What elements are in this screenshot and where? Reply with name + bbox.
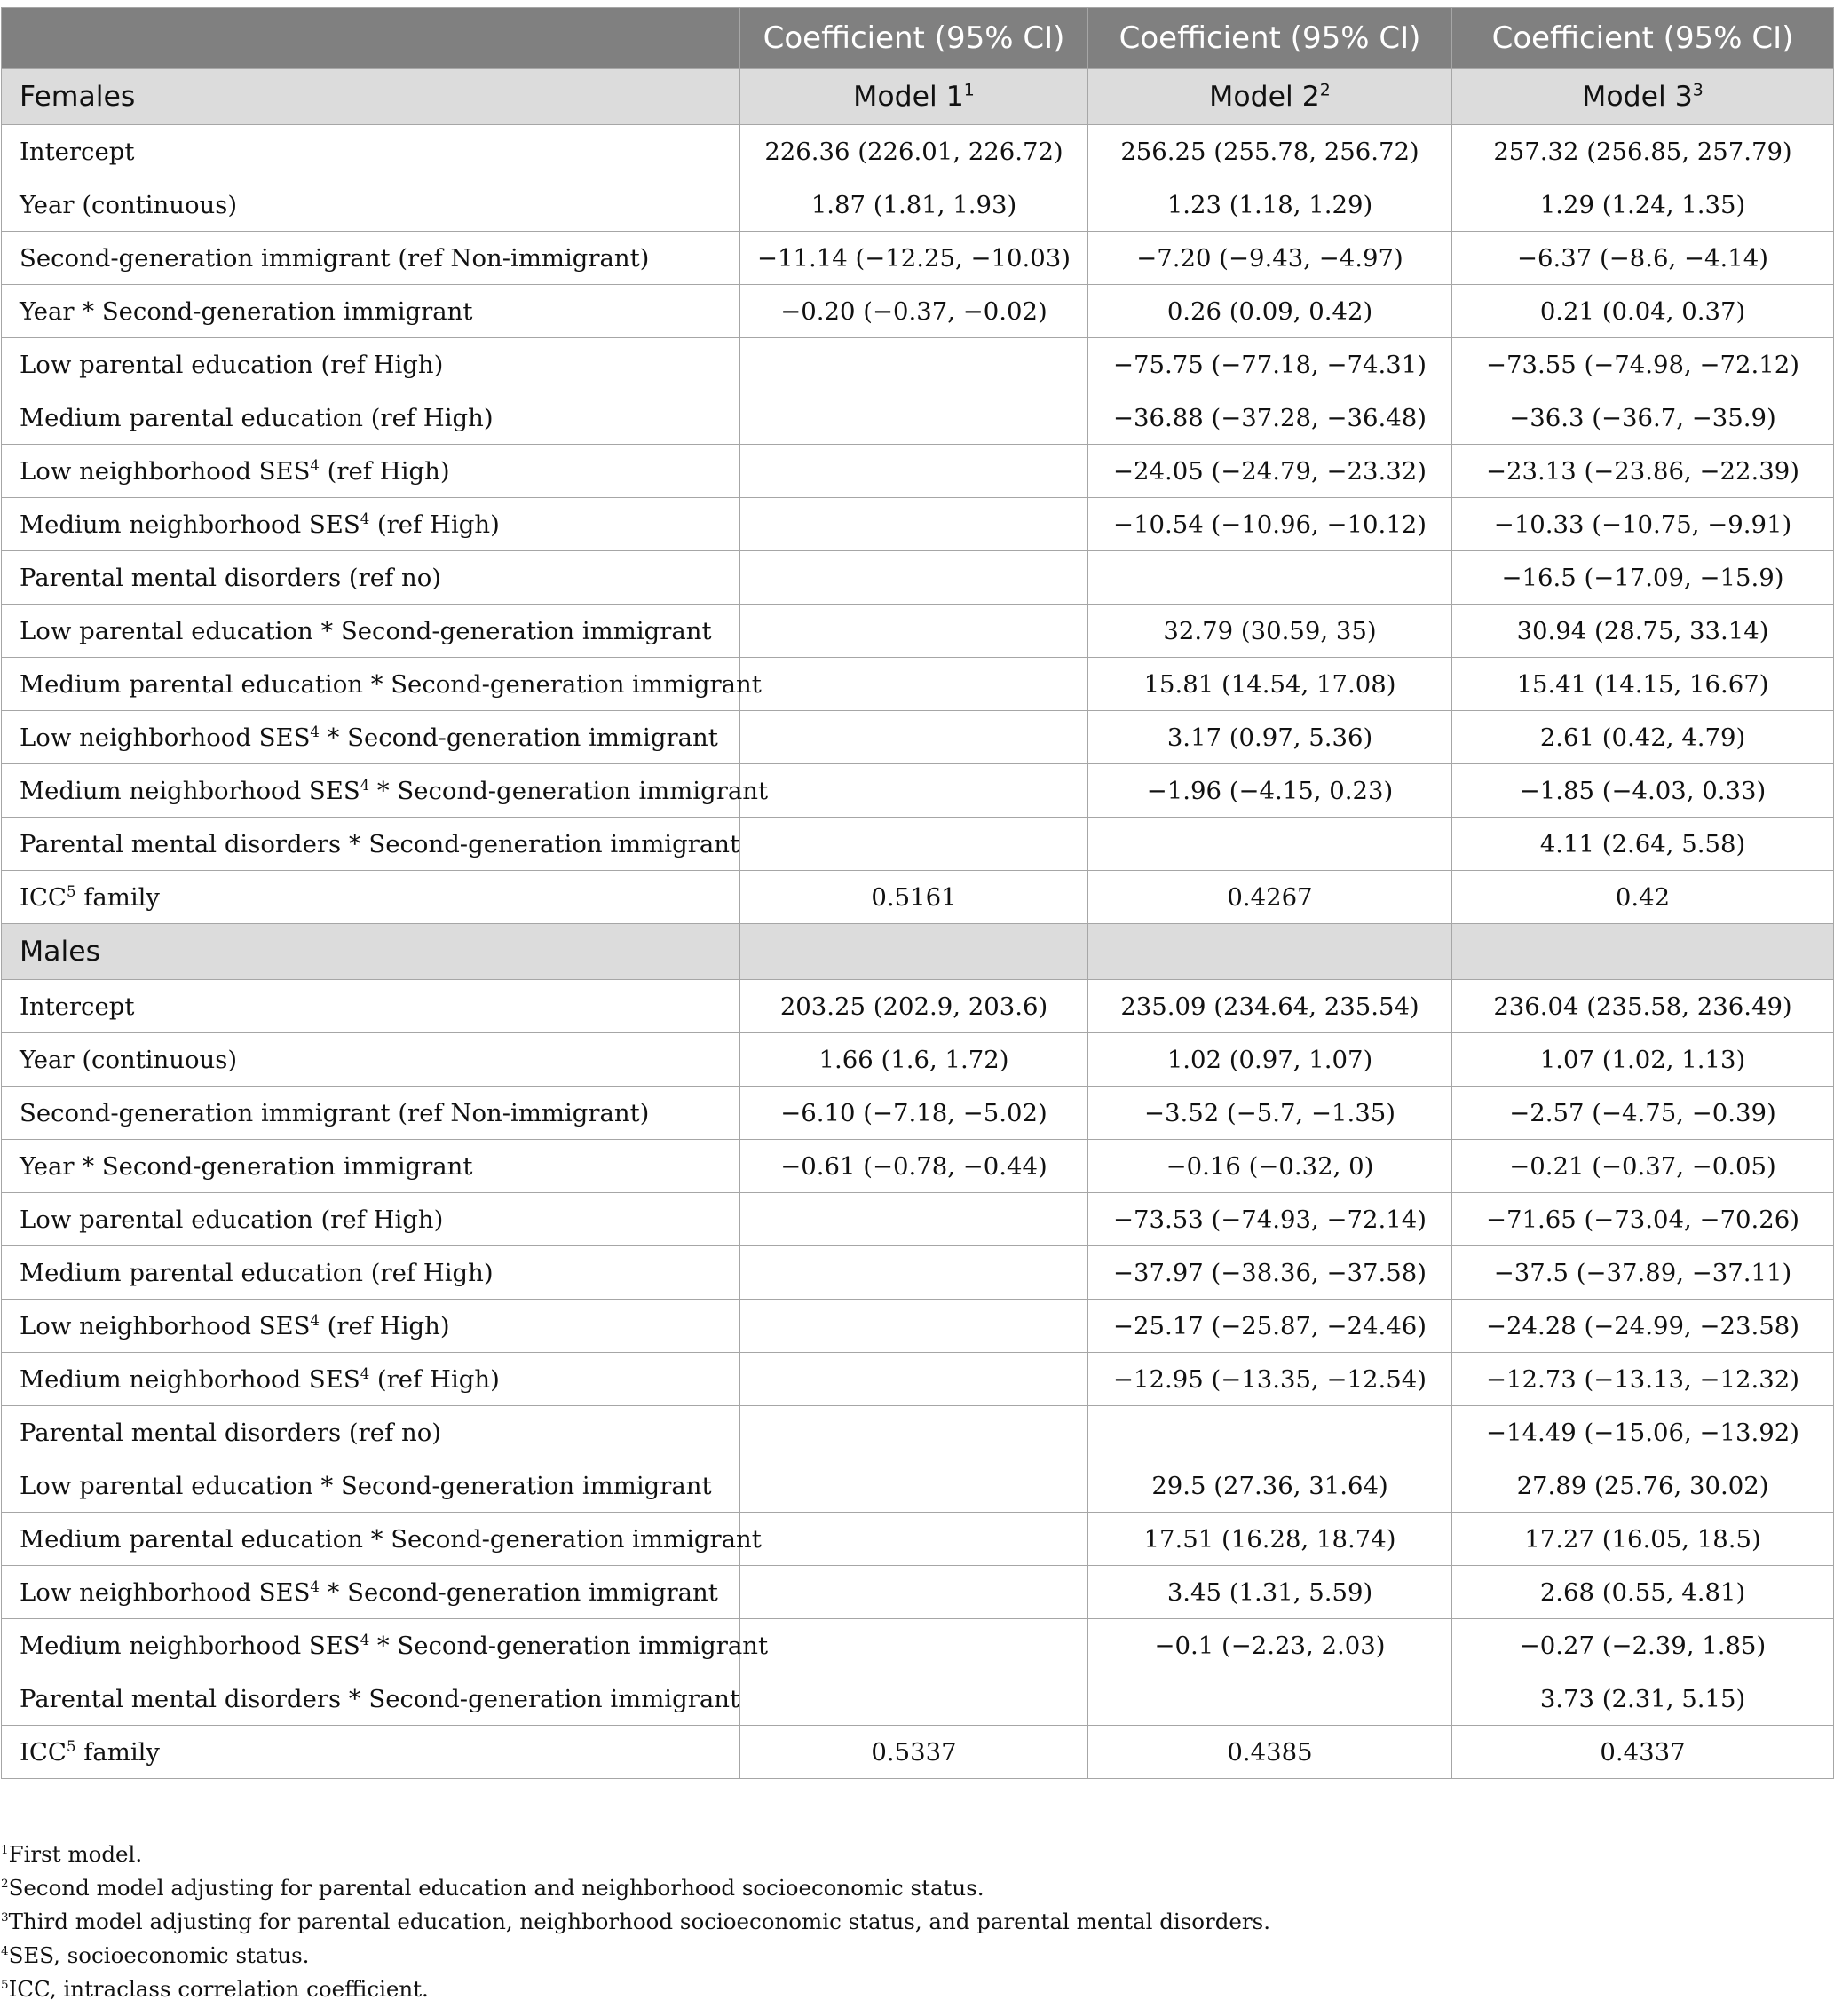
coef-cell-model2: 0.4385 bbox=[1088, 1726, 1452, 1779]
row-label: Medium parental education (ref High) bbox=[2, 1246, 740, 1300]
coef-cell-model1: 0.5161 bbox=[740, 871, 1088, 924]
table-row bbox=[2, 445, 1834, 498]
coef-cell-model2: 0.26 (0.09, 0.42) bbox=[1088, 285, 1452, 338]
table-row bbox=[2, 658, 1834, 711]
footnote-mark: 4 bbox=[360, 1364, 370, 1382]
row-label bbox=[2, 1619, 769, 1672]
coef-cell-model1: 1.87 (1.81, 1.93) bbox=[740, 178, 1088, 232]
coef-cell-model3: 2.61 (0.42, 4.79) bbox=[1452, 711, 1834, 764]
footnote-mark: 4 bbox=[360, 1631, 370, 1648]
footnote-text: Second model adjusting for parental education and neighborhood socioeconomic status. bbox=[8, 1875, 984, 1901]
footnote bbox=[1, 1838, 1270, 1871]
coef-cell-model1 bbox=[740, 498, 1088, 551]
model3-heading bbox=[1452, 69, 1834, 125]
coef-cell-model2: 3.45 (1.31, 5.59) bbox=[1088, 1566, 1452, 1619]
coef-cell-model1 bbox=[740, 391, 1088, 445]
row-label-text: Low neighborhood SES bbox=[20, 456, 311, 486]
table-row bbox=[2, 125, 1834, 178]
coef-cell-model3: −14.49 (−15.06, −13.92) bbox=[1452, 1406, 1834, 1459]
row-label: Year (continuous) bbox=[2, 178, 740, 232]
header-empty-cell bbox=[2, 8, 740, 69]
model1-heading bbox=[740, 69, 1088, 125]
coef-cell-model3: −12.73 (−13.13, −12.32) bbox=[1452, 1353, 1834, 1406]
row-label-text: Medium neighborhood SES bbox=[20, 1364, 360, 1394]
coef-cell-model1 bbox=[740, 658, 1088, 711]
table-row bbox=[2, 232, 1834, 285]
row-label bbox=[2, 764, 769, 818]
row-label-text: Low neighborhood SES bbox=[20, 723, 311, 752]
row-label-suffix: family bbox=[75, 1737, 160, 1767]
model2-heading bbox=[1088, 69, 1452, 125]
footnote bbox=[1, 1939, 1270, 1973]
row-label-suffix: (ref High) bbox=[319, 1311, 450, 1340]
table-row bbox=[2, 178, 1834, 232]
section-blank-cell bbox=[1452, 924, 1834, 980]
row-label bbox=[2, 711, 740, 764]
row-label bbox=[2, 871, 740, 924]
footnote-mark: 2 bbox=[1, 1876, 9, 1891]
row-label bbox=[2, 1566, 740, 1619]
coef-cell-model3: −10.33 (−10.75, −9.91) bbox=[1452, 498, 1834, 551]
coef-cell-model1 bbox=[740, 338, 1088, 391]
footnote-text: Third model adjusting for parental education, neighborhood socioeconomic status, and parental mental disorders. bbox=[8, 1909, 1271, 1934]
table-row bbox=[2, 871, 1834, 924]
table-row bbox=[2, 1619, 1834, 1672]
coef-cell-model2: −0.16 (−0.32, 0) bbox=[1088, 1140, 1452, 1193]
footnote-mark: 3 bbox=[1, 1909, 9, 1925]
table-row bbox=[2, 1459, 1834, 1513]
footnote-text: ICC, intraclass correlation coefficient. bbox=[8, 1976, 429, 2002]
row-label-suffix: (ref High) bbox=[369, 510, 500, 539]
row-label: Low parental education * Second-generation immigrant bbox=[2, 1459, 740, 1513]
row-label: Medium parental education * Second-generation immigrant bbox=[2, 658, 740, 711]
row-label bbox=[2, 1353, 740, 1406]
coef-cell-model2: 32.79 (30.59, 35) bbox=[1088, 605, 1452, 658]
table-row bbox=[2, 1193, 1834, 1246]
coef-cell-model2: 1.23 (1.18, 1.29) bbox=[1088, 178, 1452, 232]
row-label-text: ICC bbox=[20, 882, 67, 912]
row-label bbox=[2, 1726, 740, 1779]
coef-cell-model3: 0.4337 bbox=[1452, 1726, 1834, 1779]
coef-cell-model3: −1.85 (−4.03, 0.33) bbox=[1452, 764, 1834, 818]
coef-cell-model3: −71.65 (−73.04, −70.26) bbox=[1452, 1193, 1834, 1246]
coef-cell-model1: −6.10 (−7.18, −5.02) bbox=[740, 1087, 1088, 1140]
coef-cell-model1 bbox=[740, 1619, 1088, 1672]
model1-footnote-mark: 1 bbox=[963, 80, 975, 100]
coef-cell-model2 bbox=[1088, 1406, 1452, 1459]
table-row bbox=[2, 1033, 1834, 1087]
table-row bbox=[2, 391, 1834, 445]
footnote bbox=[1, 1973, 1270, 2006]
row-label: Medium parental education (ref High) bbox=[2, 391, 740, 445]
coef-cell-model3: −0.27 (−2.39, 1.85) bbox=[1452, 1619, 1834, 1672]
coef-cell-model3: 257.32 (256.85, 257.79) bbox=[1452, 125, 1834, 178]
coef-cell-model1 bbox=[740, 1353, 1088, 1406]
row-label-suffix: * Second-generation immigrant bbox=[369, 776, 769, 805]
header-coef-model1: Coefficient (95% CI) bbox=[740, 8, 1088, 69]
coef-cell-model2: 256.25 (255.78, 256.72) bbox=[1088, 125, 1452, 178]
footnote bbox=[1, 1905, 1270, 1939]
coef-cell-model1: 226.36 (226.01, 226.72) bbox=[740, 125, 1088, 178]
coef-cell-model3: 0.21 (0.04, 0.37) bbox=[1452, 285, 1834, 338]
coef-cell-model1 bbox=[740, 605, 1088, 658]
coef-cell-model3: 0.42 bbox=[1452, 871, 1834, 924]
coef-cell-model1 bbox=[740, 818, 1088, 871]
coef-cell-model1 bbox=[740, 1406, 1088, 1459]
coef-cell-model2: −12.95 (−13.35, −12.54) bbox=[1088, 1353, 1452, 1406]
coef-cell-model2: −24.05 (−24.79, −23.32) bbox=[1088, 445, 1452, 498]
coef-cell-model1 bbox=[740, 1459, 1088, 1513]
row-label-text: Medium neighborhood SES bbox=[20, 776, 360, 805]
coef-cell-model3: −2.57 (−4.75, −0.39) bbox=[1452, 1087, 1834, 1140]
table-row bbox=[2, 1513, 1834, 1566]
coef-cell-model2: −3.52 (−5.7, −1.35) bbox=[1088, 1087, 1452, 1140]
coef-cell-model2: −37.97 (−38.36, −37.58) bbox=[1088, 1246, 1452, 1300]
row-label: Year * Second-generation immigrant bbox=[2, 1140, 740, 1193]
footnote-mark: 4 bbox=[360, 510, 370, 527]
table-row bbox=[2, 711, 1834, 764]
coef-cell-model1: 203.25 (202.9, 203.6) bbox=[740, 980, 1088, 1033]
coef-cell-model2 bbox=[1088, 551, 1452, 605]
coef-cell-model2: −1.96 (−4.15, 0.23) bbox=[1088, 764, 1452, 818]
table-row bbox=[2, 1087, 1834, 1140]
coef-cell-model3: −37.5 (−37.89, −37.11) bbox=[1452, 1246, 1834, 1300]
coef-cell-model1: −0.61 (−0.78, −0.44) bbox=[740, 1140, 1088, 1193]
row-label: Parental mental disorders (ref no) bbox=[2, 1406, 740, 1459]
coef-cell-model1 bbox=[740, 1246, 1088, 1300]
row-label-text: Medium neighborhood SES bbox=[20, 1631, 360, 1660]
row-label-suffix: * Second-generation immigrant bbox=[319, 1577, 718, 1607]
coef-cell-model3: 3.73 (2.31, 5.15) bbox=[1452, 1672, 1834, 1726]
row-label: Parental mental disorders * Second-generation immigrant bbox=[2, 1672, 740, 1726]
table-row bbox=[2, 1726, 1834, 1779]
coef-cell-model3: 1.29 (1.24, 1.35) bbox=[1452, 178, 1834, 232]
coef-cell-model1 bbox=[740, 445, 1088, 498]
coef-cell-model3: −23.13 (−23.86, −22.39) bbox=[1452, 445, 1834, 498]
coef-cell-model2: 1.02 (0.97, 1.07) bbox=[1088, 1033, 1452, 1087]
coef-cell-model2 bbox=[1088, 1672, 1452, 1726]
table-row bbox=[2, 818, 1834, 871]
coef-cell-model3: −16.5 (−17.09, −15.9) bbox=[1452, 551, 1834, 605]
footnote-mark: 4 bbox=[310, 1311, 320, 1329]
coef-cell-model2: 15.81 (14.54, 17.08) bbox=[1088, 658, 1452, 711]
coef-cell-model1 bbox=[740, 711, 1088, 764]
row-label-suffix: (ref High) bbox=[369, 1364, 500, 1394]
coef-cell-model2: 235.09 (234.64, 235.54) bbox=[1088, 980, 1452, 1033]
coef-cell-model2: −36.88 (−37.28, −36.48) bbox=[1088, 391, 1452, 445]
coef-cell-model1: 1.66 (1.6, 1.72) bbox=[740, 1033, 1088, 1087]
row-label bbox=[2, 1300, 740, 1353]
coef-cell-model1: 0.5337 bbox=[740, 1726, 1088, 1779]
coef-cell-model2: −25.17 (−25.87, −24.46) bbox=[1088, 1300, 1452, 1353]
row-label: Second-generation immigrant (ref Non-immigrant) bbox=[2, 232, 740, 285]
section-blank-cell bbox=[740, 924, 1088, 980]
model3-footnote-mark: 3 bbox=[1692, 80, 1704, 100]
coef-cell-model3: 27.89 (25.76, 30.02) bbox=[1452, 1459, 1834, 1513]
footnotes bbox=[1, 1838, 1270, 2006]
table-row bbox=[2, 285, 1834, 338]
footnote-text: SES, socioeconomic status. bbox=[8, 1942, 310, 1968]
coef-cell-model1 bbox=[740, 1672, 1088, 1726]
model2-footnote-mark: 2 bbox=[1319, 80, 1331, 100]
coef-cell-model3: 236.04 (235.58, 236.49) bbox=[1452, 980, 1834, 1033]
coef-cell-model3: −0.21 (−0.37, −0.05) bbox=[1452, 1140, 1834, 1193]
model2-label: Model 2 bbox=[1209, 81, 1320, 113]
coef-cell-model2: 29.5 (27.36, 31.64) bbox=[1088, 1459, 1452, 1513]
coef-cell-model3: −73.55 (−74.98, −72.12) bbox=[1452, 338, 1834, 391]
coef-cell-model3: 15.41 (14.15, 16.67) bbox=[1452, 658, 1834, 711]
footnote-mark: 4 bbox=[310, 456, 320, 474]
row-label: Low parental education (ref High) bbox=[2, 1193, 740, 1246]
row-label: Intercept bbox=[2, 125, 740, 178]
table-row bbox=[2, 498, 1834, 551]
row-label bbox=[2, 498, 740, 551]
coef-cell-model3: 17.27 (16.05, 18.5) bbox=[1452, 1513, 1834, 1566]
footnote-mark: 5 bbox=[66, 882, 76, 900]
section-row-females bbox=[2, 69, 1834, 125]
footnote bbox=[1, 1871, 1270, 1905]
coef-cell-model2: 17.51 (16.28, 18.74) bbox=[1088, 1513, 1452, 1566]
footnote-mark: 5 bbox=[1, 1977, 9, 1992]
coef-cell-model1 bbox=[740, 551, 1088, 605]
coef-cell-model2: −7.20 (−9.43, −4.97) bbox=[1088, 232, 1452, 285]
footnote-text: First model. bbox=[8, 1841, 143, 1867]
coef-cell-model3: 1.07 (1.02, 1.13) bbox=[1452, 1033, 1834, 1087]
footnote-mark: 4 bbox=[310, 1577, 320, 1595]
row-label: Year (continuous) bbox=[2, 1033, 740, 1087]
table-row bbox=[2, 551, 1834, 605]
row-label: Medium parental education * Second-generation immigrant bbox=[2, 1513, 740, 1566]
section-row-males bbox=[2, 924, 1834, 980]
model1-label: Model 1 bbox=[853, 81, 964, 113]
table-row bbox=[2, 1672, 1834, 1726]
coef-cell-model3: −36.3 (−36.7, −35.9) bbox=[1452, 391, 1834, 445]
coef-cell-model3: 30.94 (28.75, 33.14) bbox=[1452, 605, 1834, 658]
row-label: Low parental education (ref High) bbox=[2, 338, 740, 391]
table-row bbox=[2, 764, 1834, 818]
row-label-suffix: * Second-generation immigrant bbox=[369, 1631, 769, 1660]
coef-cell-model1 bbox=[740, 764, 1088, 818]
table-row bbox=[2, 1353, 1834, 1406]
coef-cell-model1 bbox=[740, 1300, 1088, 1353]
coef-cell-model3: −24.28 (−24.99, −23.58) bbox=[1452, 1300, 1834, 1353]
table-row bbox=[2, 1246, 1834, 1300]
header-coef-model2: Coefficient (95% CI) bbox=[1088, 8, 1452, 69]
row-label-text: Medium neighborhood SES bbox=[20, 510, 360, 539]
row-label-suffix: (ref High) bbox=[319, 456, 450, 486]
section-blank-cell bbox=[1088, 924, 1452, 980]
header-row bbox=[2, 8, 1834, 69]
section-title-males: Males bbox=[2, 924, 740, 980]
table-row bbox=[2, 605, 1834, 658]
row-label bbox=[2, 445, 740, 498]
coef-cell-model2 bbox=[1088, 818, 1452, 871]
row-label-suffix: * Second-generation immigrant bbox=[319, 723, 718, 752]
row-label-text: Low neighborhood SES bbox=[20, 1577, 311, 1607]
footnote-mark: 1 bbox=[1, 1842, 9, 1857]
footnote-mark: 5 bbox=[66, 1737, 76, 1755]
footnote-mark: 4 bbox=[1, 1943, 9, 1958]
footnote-mark: 4 bbox=[310, 723, 320, 740]
coef-cell-model1: −0.20 (−0.37, −0.02) bbox=[740, 285, 1088, 338]
row-label-suffix: family bbox=[75, 882, 160, 912]
coef-cell-model2: 3.17 (0.97, 5.36) bbox=[1088, 711, 1452, 764]
coef-cell-model3: −6.37 (−8.6, −4.14) bbox=[1452, 232, 1834, 285]
row-label-text: ICC bbox=[20, 1737, 67, 1767]
coef-cell-model1 bbox=[740, 1513, 1088, 1566]
row-label: Parental mental disorders (ref no) bbox=[2, 551, 740, 605]
table-row bbox=[2, 980, 1834, 1033]
coef-cell-model2: −10.54 (−10.96, −10.12) bbox=[1088, 498, 1452, 551]
table-row bbox=[2, 1140, 1834, 1193]
table-row bbox=[2, 1300, 1834, 1353]
coef-cell-model2: −73.53 (−74.93, −72.14) bbox=[1088, 1193, 1452, 1246]
coef-cell-model1: −11.14 (−12.25, −10.03) bbox=[740, 232, 1088, 285]
row-label: Second-generation immigrant (ref Non-immigrant) bbox=[2, 1087, 740, 1140]
table-row bbox=[2, 1566, 1834, 1619]
coef-cell-model1 bbox=[740, 1193, 1088, 1246]
coef-cell-model3: 2.68 (0.55, 4.81) bbox=[1452, 1566, 1834, 1619]
coef-cell-model1 bbox=[740, 1566, 1088, 1619]
row-label-text: Low neighborhood SES bbox=[20, 1311, 311, 1340]
coef-cell-model2: 0.4267 bbox=[1088, 871, 1452, 924]
table-row bbox=[2, 1406, 1834, 1459]
row-label: Year * Second-generation immigrant bbox=[2, 285, 740, 338]
row-label: Intercept bbox=[2, 980, 740, 1033]
footnote-mark: 4 bbox=[360, 776, 370, 794]
coef-cell-model3: 4.11 (2.64, 5.58) bbox=[1452, 818, 1834, 871]
table-row bbox=[2, 338, 1834, 391]
coef-cell-model2: −75.75 (−77.18, −74.31) bbox=[1088, 338, 1452, 391]
coef-cell-model2: −0.1 (−2.23, 2.03) bbox=[1088, 1619, 1452, 1672]
header-coef-model3: Coefficient (95% CI) bbox=[1452, 8, 1834, 69]
section-title-females: Females bbox=[2, 69, 740, 125]
row-label: Parental mental disorders * Second-generation immigrant bbox=[2, 818, 740, 871]
regression-table bbox=[1, 7, 1834, 1779]
model3-label: Model 3 bbox=[1582, 81, 1693, 113]
row-label: Low parental education * Second-generation immigrant bbox=[2, 605, 740, 658]
